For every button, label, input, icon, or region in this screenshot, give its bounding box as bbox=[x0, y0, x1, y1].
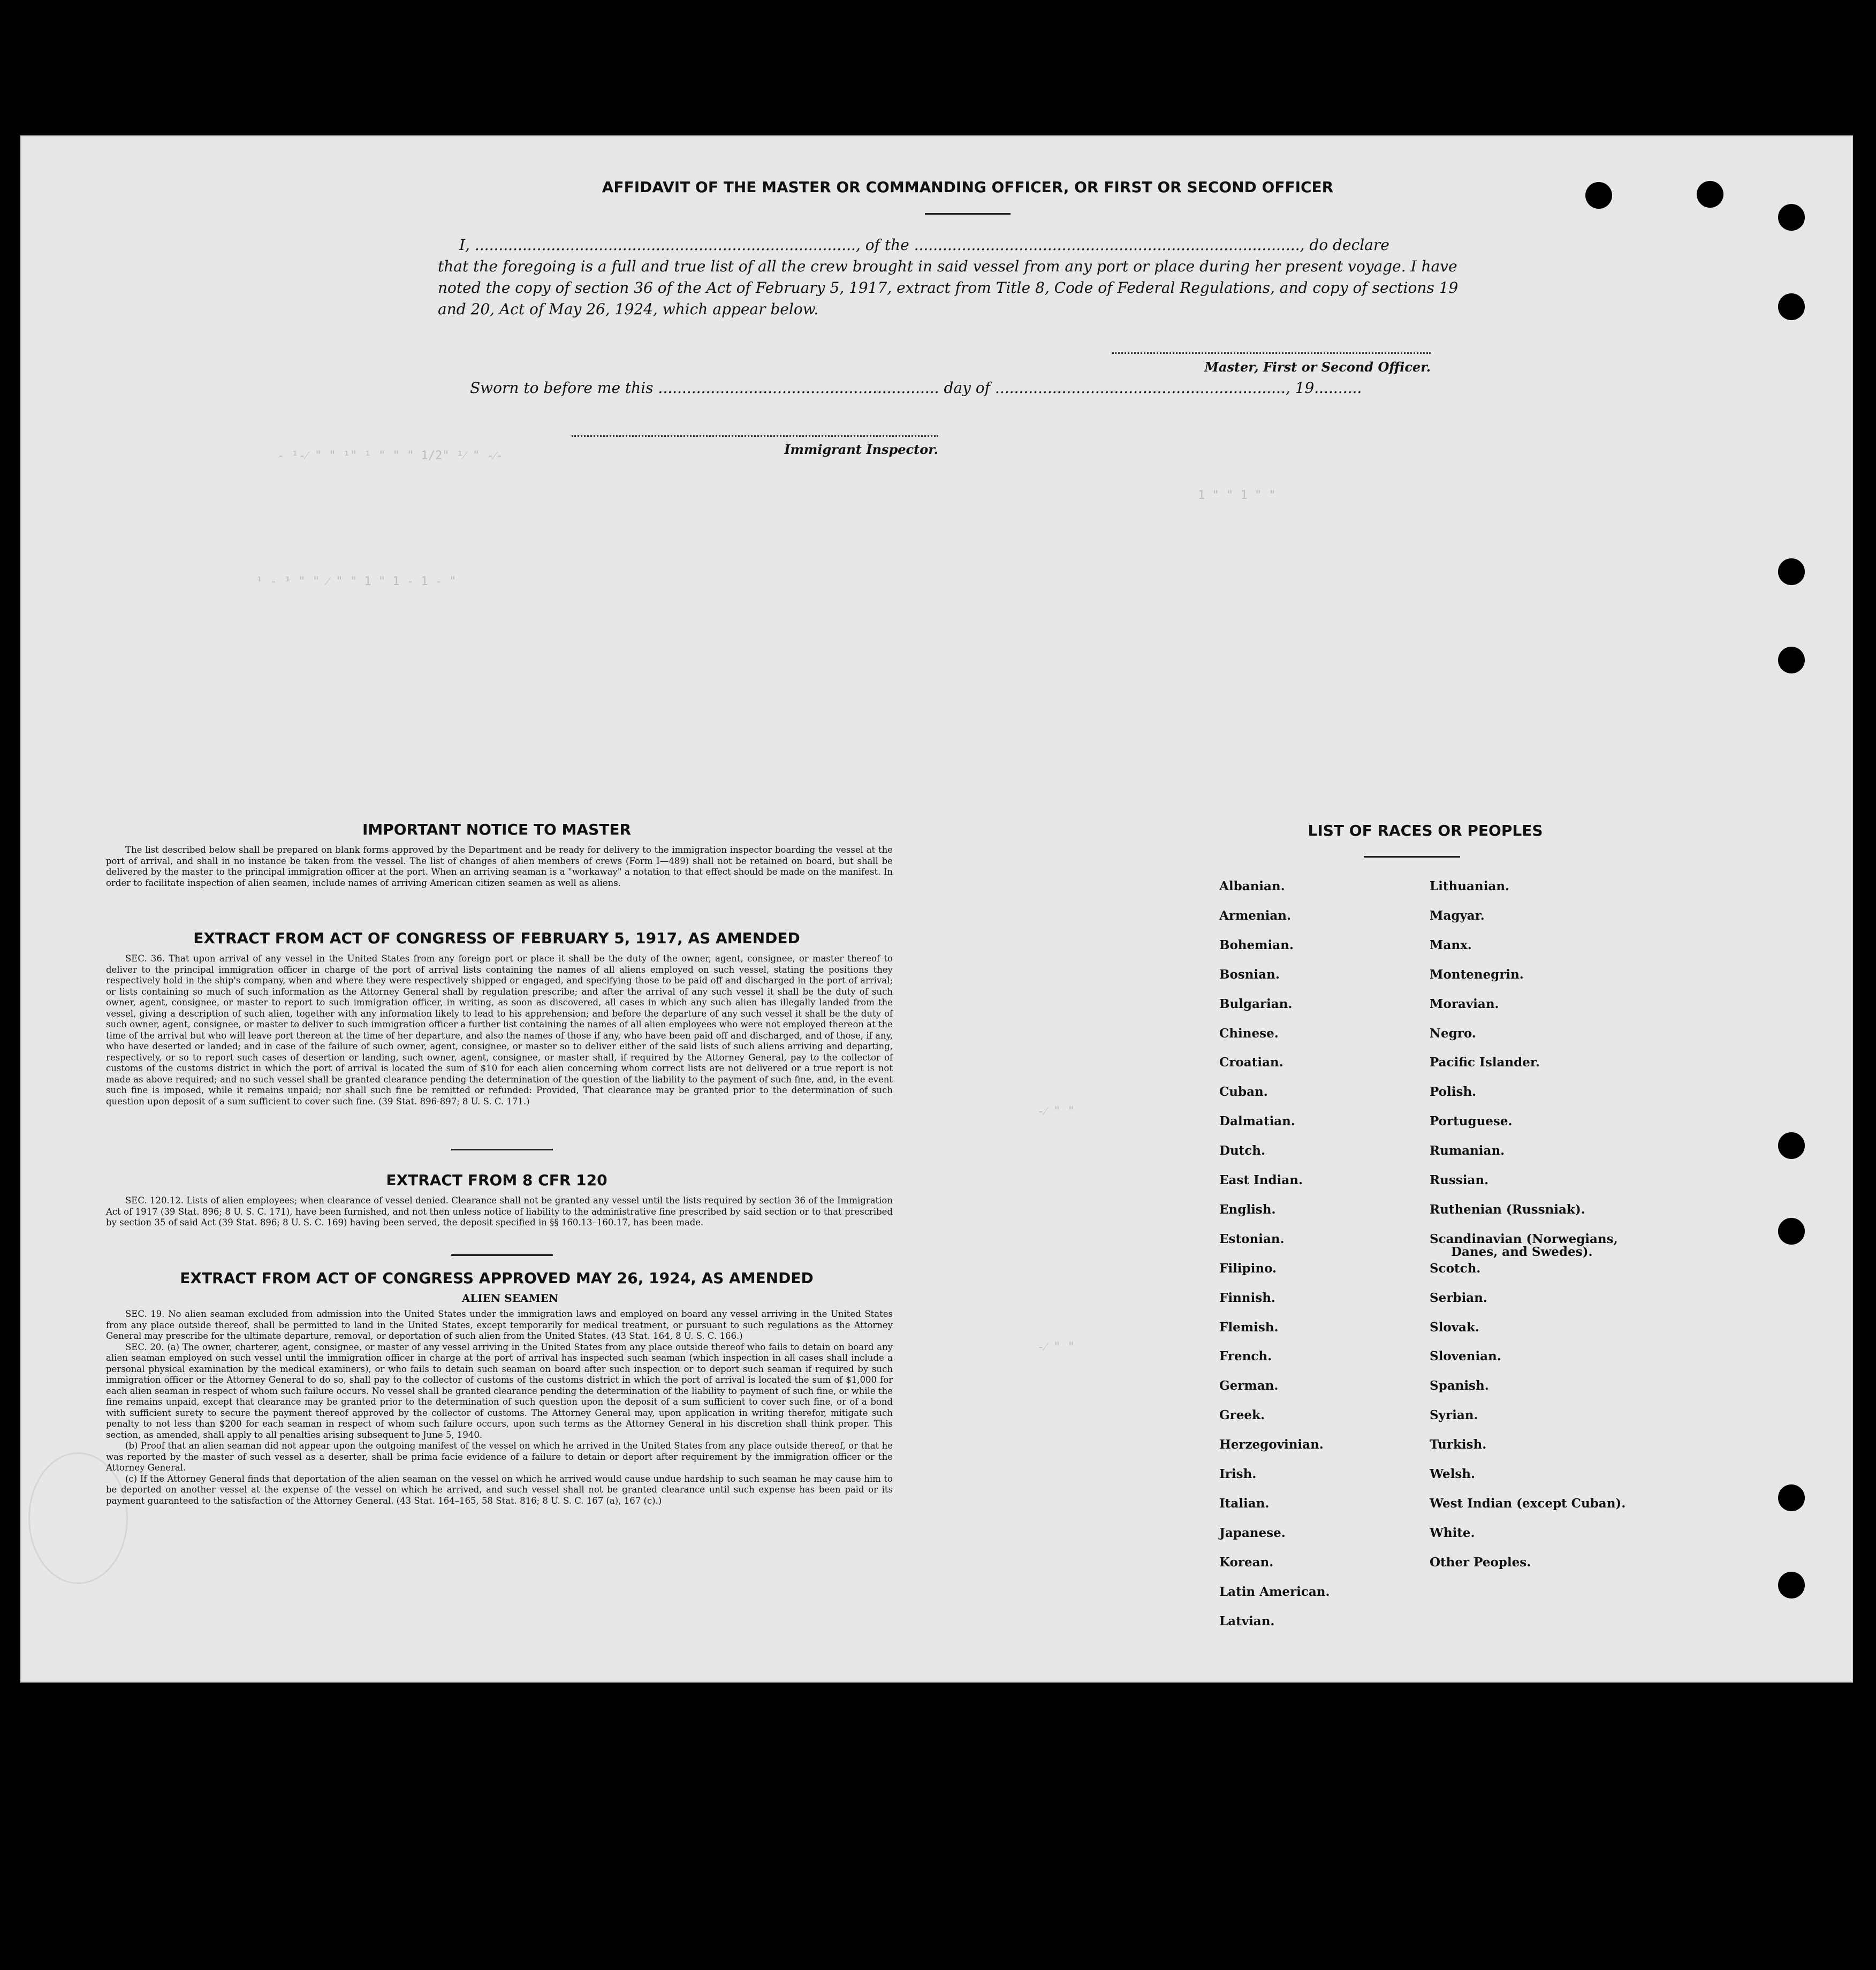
race-item: Flemish. bbox=[1219, 1320, 1279, 1335]
section-20b-text: (b) Proof that an alien seaman did not appear upon the outgoing manifest of the vessel on which he arrived in the United States from any place outside thereof, or that he was reported by the master of such vessel as a deserter, shall be prima facie evidence of a failure to detain or deport after requirement by the immigration officer or the Attorney General. bbox=[106, 1441, 893, 1473]
race-item: Scotch. bbox=[1430, 1261, 1481, 1276]
races-title-rule bbox=[1364, 856, 1460, 858]
race-item: Herzegovinian. bbox=[1219, 1437, 1324, 1452]
race-item: Ruthenian (Russniak). bbox=[1430, 1202, 1585, 1217]
race-item: Filipino. bbox=[1219, 1261, 1277, 1276]
binder-hole bbox=[1585, 182, 1612, 209]
extract-1917-title: EXTRACT FROM ACT OF CONGRESS OF FEBRUARY 5, 1917, AS AMENDED bbox=[193, 929, 800, 947]
inspector-signature-line[interactable] bbox=[572, 435, 938, 437]
race-item: Spanish. bbox=[1430, 1378, 1489, 1393]
race-item: Pacific Islander. bbox=[1430, 1055, 1540, 1070]
race-item: Bulgarian. bbox=[1219, 996, 1293, 1011]
race-item: Polish. bbox=[1430, 1085, 1477, 1100]
binder-hole bbox=[1778, 647, 1805, 673]
race-item: Bohemian. bbox=[1219, 937, 1294, 952]
extract-1924-subtitle: ALIEN SEAMEN bbox=[461, 1292, 559, 1305]
race-item: Russian. bbox=[1430, 1173, 1489, 1187]
race-item: Other Peoples. bbox=[1430, 1555, 1531, 1570]
race-item: English. bbox=[1219, 1202, 1276, 1217]
race-item: Albanian. bbox=[1219, 879, 1285, 893]
race-item: Manx. bbox=[1430, 937, 1472, 952]
race-item: Japanese. bbox=[1219, 1525, 1286, 1540]
race-item: East Indian. bbox=[1219, 1173, 1303, 1187]
section-rule bbox=[451, 1254, 553, 1256]
race-item: Bosnian. bbox=[1219, 967, 1280, 982]
binder-hole bbox=[1778, 1218, 1805, 1245]
race-item: Armenian. bbox=[1219, 908, 1292, 923]
declaration-of-the: , of the bbox=[855, 236, 909, 254]
race-item: Irish. bbox=[1219, 1467, 1257, 1481]
document-page bbox=[20, 135, 1853, 1683]
extract-cfr-title: EXTRACT FROM 8 CFR 120 bbox=[386, 1171, 607, 1189]
race-item: Chinese. bbox=[1219, 1026, 1279, 1041]
race-item: Slovak. bbox=[1430, 1320, 1479, 1335]
affidavit-declaration bbox=[438, 234, 1476, 320]
inspector-signature-label: Immigrant Inspector. bbox=[784, 442, 938, 457]
race-item: Greek. bbox=[1219, 1408, 1265, 1423]
race-item: Latvian. bbox=[1219, 1613, 1275, 1628]
race-item: Estonian. bbox=[1219, 1231, 1285, 1246]
race-item: Cuban. bbox=[1219, 1085, 1268, 1100]
race-item: Italian. bbox=[1219, 1496, 1270, 1511]
race-item: West Indian (except Cuban). bbox=[1430, 1496, 1626, 1511]
race-item: Montenegrin. bbox=[1430, 967, 1524, 982]
sworn-line: Sworn to before me this ........................................................... day of ............................................................., 19.......... bbox=[470, 379, 1362, 397]
extract-1924-text bbox=[106, 1309, 893, 1506]
race-item: Latin American. bbox=[1219, 1584, 1330, 1599]
declaration-first-line bbox=[438, 234, 1476, 256]
race-item: White. bbox=[1430, 1525, 1475, 1540]
race-item: Finnish. bbox=[1219, 1290, 1275, 1305]
bleed-through-marks: ¹ - ¹ " " ⁄ " " 1 " 1 - 1 - " bbox=[256, 575, 457, 588]
notice-text: The list described below shall be prepared on blank forms approved by the Department and be ready for delivery to the immigration inspector boarding the vessel at the port of arrival, and shall in no instance be taken from the vessel. The list of changes of alien members of crews (Form I—489) shall not be retained on board, but shall be delivered by the master to the principal immigration officer at the port. When an arriving seaman is a "workaway" a notation to that effect should be made on the manifest. In order to facilitate inspection of alien seamen, include names of arriving American citizen seamen as well as aliens. bbox=[106, 845, 893, 888]
bleed-through-marks: - ¹-⁄ " " ¹" ¹ " " " 1/2" ¹⁄ " -⁄- bbox=[277, 449, 503, 463]
bleed-through-marks: -⁄ " " bbox=[1037, 1340, 1075, 1354]
race-item: Moravian. bbox=[1430, 996, 1499, 1011]
race-item: French. bbox=[1219, 1349, 1272, 1364]
extract-1917-text: SEC. 36. That upon arrival of any vessel in the United States from any foreign port or place it shall be the duty of the owner, agent, consignee, or master thereof to deliver to the principal immigration officer in charge of the port of arrival lists containing the names of all aliens employed on such vessel, stating the positions they respectively hold in the ship's company, when and where they were respectively shipped or engaged, and specifying those to be paid off and discharged in the port of arrival; or lists containing so much of such information as the Attorney General shall by regulation prescribe; and after the arrival of any such vessel it shall be the duty of such owner, agent, consignee, or master to report to such immigration officer, in writing, as soon as discovered, all cases in which any such alien has illegally landed from the vessel, giving a description of such alien, together with any information likely to lead to his apprehension; and before the departure of any such vessel it shall be the duty of such owner, agent, consignee, or master to deliver to such immigration officer a further list containing the names of all alien employees who were not employed thereon at the time of the arrival but who will leave port thereon at the time of her departure, and also the names of those if any, who have been paid off and discharged, and of those, if any, who have deserted or landed; and in case of the failure of such owner, agent, consignee, or master so to deliver either of the said lists of such aliens arriving and departing, respectively, or so to report such cases of desertion or landing, such owner, agent, consignee, or master shall, if required by the Attorney General, pay to the collector of customs of the customs district in which the port of arrival is located the sum of $10 for each alien concerning whom correct lists are not delivered or a true report is not made as above required; and no such vessel shall be granted clearance pending the determination of the question of the liability to the payment of such fine, and, in the event such fine is imposed, while it remains unpaid; nor shall such fine be remitted or refunded: Provided, That clearance may be granted prior to the determination of such question upon deposit of a sum sufficient to cover such fine. (39 Stat. 896-897; 8 U. S. C. 171.) bbox=[106, 953, 893, 1107]
races-title: LIST OF RACES OR PEOPLES bbox=[1308, 822, 1543, 839]
master-signature-line[interactable] bbox=[1112, 352, 1431, 354]
name-blank[interactable]: ................................................................................ bbox=[474, 236, 856, 254]
race-item: Turkish. bbox=[1430, 1437, 1487, 1452]
race-item: Negro. bbox=[1430, 1026, 1476, 1041]
race-item: Slovenian. bbox=[1430, 1349, 1501, 1364]
vessel-blank[interactable]: ................................................................................. bbox=[914, 236, 1300, 254]
section-rule bbox=[451, 1149, 553, 1150]
section-20a-text: SEC. 20. (a) The owner, charterer, agent, consignee, or master of any vessel arriving in the United States from any place outside thereof who fails to detain on board any alien seaman employed on such vessel until the immigration officer in charge at the port of arrival has inspected such seaman (which inspection in all cases shall include a personal physical examination by the medical examiners), or who fails to detain such seaman on board after such inspection or to deport such seaman if required by such immigration officer or the Attorney General to do so, shall pay to the collector of customs of the customs district in which the port of arrival is located the sum of $1,000 for each alien seaman in respect of whom such failure occurs. No vessel shall be granted clearance pending the determination of the liability to payment of such fine, or while the fine remains unpaid, except that clearance may be granted prior to the determination of such question upon the deposit of a sum sufficient to cover such fine, or of a bond with sufficient surety to secure the payment thereof approved by the collector of customs. The Attorney General may, upon application in writing therefor, mitigate such penalty to not less than $200 for each seaman in respect of whom such failure occurs, upon such terms as the Attorney General in his discretion shall think proper. This section, as amended, shall apply to all penalties arising subsequent to June 5, 1940. bbox=[106, 1342, 893, 1440]
binder-hole bbox=[1778, 293, 1805, 320]
binder-hole bbox=[1778, 1572, 1805, 1598]
race-item: Portuguese. bbox=[1430, 1114, 1513, 1129]
binder-hole bbox=[1778, 1484, 1805, 1511]
race-item: Syrian. bbox=[1430, 1408, 1478, 1423]
declaration-text: that the foregoing is a full and true list of all the crew brought in said vessel from any port or place during her present voyage. I have noted the copy of section 36 of the Act of February 5, 1917, extract from Title 8, Code of Federal Regulations, and copy of sections 19 and 20, Act of May 26, 1924, which appear below. bbox=[438, 257, 1459, 318]
binder-hole bbox=[1697, 181, 1723, 208]
race-item: Welsh. bbox=[1430, 1467, 1476, 1481]
race-item: Rumanian. bbox=[1430, 1143, 1505, 1158]
declaration-suffix: , do declare bbox=[1300, 236, 1389, 254]
race-item: Danes, and Swedes). bbox=[1451, 1244, 1593, 1259]
bleed-through-marks: 1 " " 1 " " bbox=[1198, 489, 1276, 502]
extract-cfr-text: SEC. 120.12. Lists of alien employees; when clearance of vessel denied. Clearance shall not be granted any vessel until the lists required by section 36 of the Immigration Act of 1917 (39 Stat. 896; 8 U. S. C. 171), have been furnished, and not then unless notice of liability to the administrative fine prescribed by said section or to that prescribed by section 35 of said Act (39 Stat. 896; 8 U. S. C. 169) having been served, the deposit specified in §§ 160.13–160.17, has been made. bbox=[106, 1195, 893, 1228]
race-item: German. bbox=[1219, 1378, 1279, 1393]
race-item: Croatian. bbox=[1219, 1055, 1283, 1070]
notice-title: IMPORTANT NOTICE TO MASTER bbox=[362, 821, 632, 838]
binder-hole bbox=[1778, 558, 1805, 585]
race-item: Serbian. bbox=[1430, 1290, 1487, 1305]
race-item: Dalmatian. bbox=[1219, 1114, 1295, 1129]
extract-1924-title: EXTRACT FROM ACT OF CONGRESS APPROVED MAY 26, 1924, AS AMENDED bbox=[180, 1269, 814, 1287]
race-item: Lithuanian. bbox=[1430, 879, 1509, 893]
section-19-text: SEC. 19. No alien seaman excluded from admission into the United States under the immigration laws and employed on board any vessel arriving in the United States from any place outside thereof, shall be permitted to land in the United States, except temporarily for medical treatment, or pursuant to such regulations as the Attorney General may prescribe for the ultimate departure, removal, or deportation of such alien from the United States. (43 Stat. 164, 8 U. S. C. 166.) bbox=[106, 1309, 893, 1341]
race-item: Scandinavian (Norwegians, bbox=[1430, 1231, 1618, 1246]
declaration-prefix: I, bbox=[459, 236, 470, 254]
binder-hole bbox=[1778, 204, 1805, 231]
bleed-through-marks: -⁄ " " bbox=[1037, 1105, 1075, 1118]
race-item: Dutch. bbox=[1219, 1143, 1266, 1158]
race-item: Magyar. bbox=[1430, 908, 1485, 923]
binder-hole bbox=[1778, 1132, 1805, 1159]
affidavit-title: AFFIDAVIT OF THE MASTER OR COMMANDING OFFICER, OR FIRST OR SECOND OFFICER bbox=[602, 178, 1334, 196]
section-20c-text: (c) If the Attorney General finds that deportation of the alien seaman on the vessel on which he arrived would cause undue hardship to such seaman he may cause him to be deported on another vessel at the expense of the vessel on which he arrived, and such vessel shall not be granted clearance until such expense has been paid or its payment guaranteed to the satisfaction of the Attorney General. (43 Stat. 164–165, 58 Stat. 816; 8 U. S. C. 167 (a), 167 (c).) bbox=[106, 1473, 893, 1506]
race-item: Korean. bbox=[1219, 1555, 1274, 1570]
master-signature-label: Master, First or Second Officer. bbox=[1204, 359, 1431, 375]
title-rule bbox=[925, 213, 1011, 215]
